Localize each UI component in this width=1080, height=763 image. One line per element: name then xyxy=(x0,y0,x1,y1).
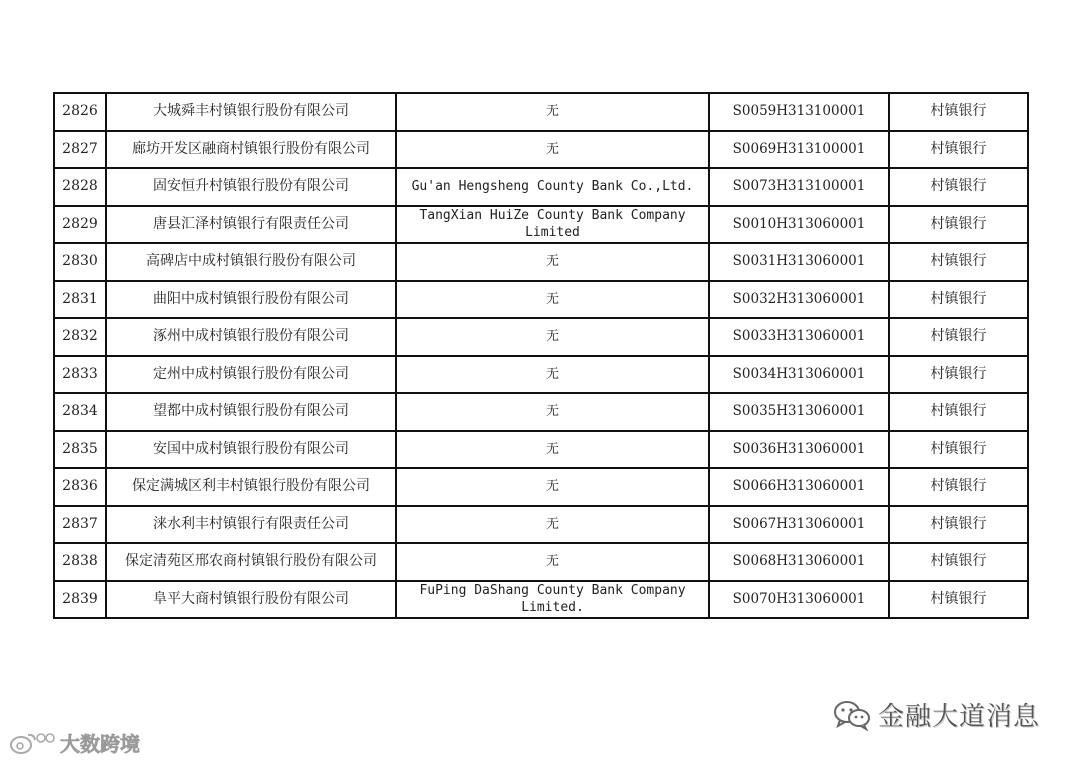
institution-type: 村镇银行 xyxy=(889,206,1028,244)
table-row xyxy=(54,468,1028,506)
bank-name-cn: 阜平大商村镇银行股份有限公司 xyxy=(106,581,396,619)
license-code: S0031H313060001 xyxy=(709,243,889,281)
bank-name-cn: 大城舜丰村镇银行股份有限公司 xyxy=(106,93,396,131)
institution-type: 村镇银行 xyxy=(889,243,1028,281)
table-row xyxy=(54,543,1028,581)
bank-list-table xyxy=(53,92,1029,619)
bank-name-cn: 涞水利丰村镇银行有限责任公司 xyxy=(106,506,396,544)
institution-type: 村镇银行 xyxy=(889,281,1028,319)
bank-name-en: TangXian HuiZe County Bank Company Limited xyxy=(396,206,709,244)
row-number: 2835 xyxy=(54,431,106,469)
bank-name-cn: 安国中成村镇银行股份有限公司 xyxy=(106,431,396,469)
bank-name-cn: 唐县汇泽村镇银行有限责任公司 xyxy=(106,206,396,244)
row-number: 2839 xyxy=(54,581,106,619)
table-row xyxy=(54,581,1028,619)
bank-name-cn: 望都中成村镇银行股份有限公司 xyxy=(106,393,396,431)
weibo-icon xyxy=(8,730,56,756)
bank-name-cn: 曲阳中成村镇银行股份有限公司 xyxy=(106,281,396,319)
table-row xyxy=(54,93,1028,131)
license-code: S0070H313060001 xyxy=(709,581,889,619)
table-row xyxy=(54,318,1028,356)
bank-name-cn: 保定清苑区邢农商村镇银行股份有限公司 xyxy=(106,543,396,581)
license-code: S0067H313060001 xyxy=(709,506,889,544)
institution-type: 村镇银行 xyxy=(889,468,1028,506)
institution-type: 村镇银行 xyxy=(889,543,1028,581)
weibo-watermark xyxy=(8,728,140,757)
license-code: S0033H313060001 xyxy=(709,318,889,356)
bank-name-cn: 高碑店中成村镇银行股份有限公司 xyxy=(106,243,396,281)
table-row xyxy=(54,281,1028,319)
bank-name-cn: 涿州中成村镇银行股份有限公司 xyxy=(106,318,396,356)
license-code: S0059H313100001 xyxy=(709,93,889,131)
row-number: 2837 xyxy=(54,506,106,544)
bank-name-en: 无 xyxy=(396,318,709,356)
row-number: 2831 xyxy=(54,281,106,319)
table-row xyxy=(54,168,1028,206)
license-code: S0069H313100001 xyxy=(709,131,889,169)
table-row xyxy=(54,431,1028,469)
bank-name-en: 无 xyxy=(396,431,709,469)
table-row xyxy=(54,356,1028,394)
bank-name-cn: 定州中成村镇银行股份有限公司 xyxy=(106,356,396,394)
license-code: S0066H313060001 xyxy=(709,468,889,506)
wechat-account-name: 金融大道消息 xyxy=(878,702,1041,732)
institution-type: 村镇银行 xyxy=(889,581,1028,619)
institution-type: 村镇银行 xyxy=(889,131,1028,169)
bank-name-en: 无 xyxy=(396,243,709,281)
bank-name-en: 无 xyxy=(396,543,709,581)
table-row xyxy=(54,393,1028,431)
bank-name-en: 无 xyxy=(396,393,709,431)
row-number: 2828 xyxy=(54,168,106,206)
weibo-account-name: 大数跨境 xyxy=(60,732,140,756)
table-row xyxy=(54,131,1028,169)
bank-name-en: 无 xyxy=(396,93,709,131)
institution-type: 村镇银行 xyxy=(889,393,1028,431)
wechat-watermark xyxy=(832,696,1040,733)
license-code: S0034H313060001 xyxy=(709,356,889,394)
bank-name-cn: 保定满城区利丰村镇银行股份有限公司 xyxy=(106,468,396,506)
institution-type: 村镇银行 xyxy=(889,506,1028,544)
row-number: 2827 xyxy=(54,131,106,169)
institution-type: 村镇银行 xyxy=(889,93,1028,131)
institution-type: 村镇银行 xyxy=(889,318,1028,356)
bank-name-en: Gu'an Hengsheng County Bank Co.,Ltd. xyxy=(396,168,709,206)
row-number: 2833 xyxy=(54,356,106,394)
institution-type: 村镇银行 xyxy=(889,168,1028,206)
row-number: 2829 xyxy=(54,206,106,244)
row-number: 2838 xyxy=(54,543,106,581)
license-code: S0073H313100001 xyxy=(709,168,889,206)
row-number: 2832 xyxy=(54,318,106,356)
row-number: 2830 xyxy=(54,243,106,281)
license-code: S0035H313060001 xyxy=(709,393,889,431)
wechat-icon xyxy=(832,699,872,731)
bank-name-en: FuPing DaShang County Bank Company Limited. xyxy=(396,581,709,619)
row-number: 2826 xyxy=(54,93,106,131)
bank-name-en: 无 xyxy=(396,131,709,169)
bank-name-en: 无 xyxy=(396,281,709,319)
bank-name-cn: 廊坊开发区融商村镇银行股份有限公司 xyxy=(106,131,396,169)
row-number: 2836 xyxy=(54,468,106,506)
table-row xyxy=(54,506,1028,544)
table-row xyxy=(54,243,1028,281)
bank-name-en: 无 xyxy=(396,356,709,394)
bank-name-en: 无 xyxy=(396,468,709,506)
bank-name-en: 无 xyxy=(396,506,709,544)
bank-name-cn: 固安恒升村镇银行股份有限公司 xyxy=(106,168,396,206)
license-code: S0010H313060001 xyxy=(709,206,889,244)
license-code: S0032H313060001 xyxy=(709,281,889,319)
bank-list-body xyxy=(54,93,1028,618)
institution-type: 村镇银行 xyxy=(889,431,1028,469)
row-number: 2834 xyxy=(54,393,106,431)
table-row xyxy=(54,206,1028,244)
license-code: S0036H313060001 xyxy=(709,431,889,469)
license-code: S0068H313060001 xyxy=(709,543,889,581)
institution-type: 村镇银行 xyxy=(889,356,1028,394)
